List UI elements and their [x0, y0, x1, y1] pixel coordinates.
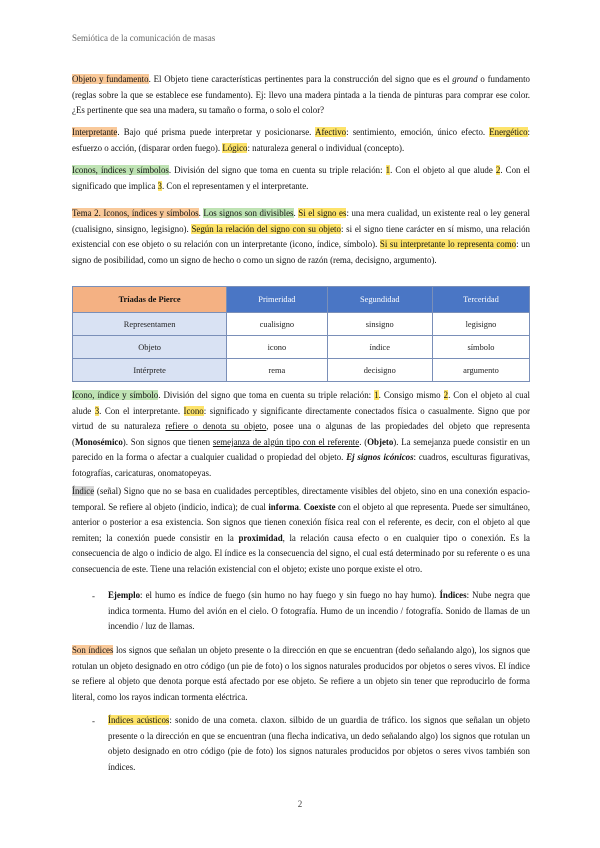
- highlight-term: Iconos, índices y símbolos: [72, 165, 169, 175]
- highlight-term: Interpretante: [72, 127, 118, 137]
- paragraph-icono: Icono, índice y símbolo. División del signo que toma en cuenta su triple relación: 1. Consigo mismo 2. Con el objeto al cual alude 3. Con el interpretante. Icono: significado y significante directamente conectados física o casualmente. Signo que por virtud de su naturaleza refiere o denota su objeto, posee una o algunas de las propiedades del objeto que representa (Monosémico). Son signos que tienen semejanza de algún tipo con el referente. (Objeto). La semejanza puede consistir en un parecido en la forma o afectar a cualquier cualidad o propiedad del objeto. Ej signos icónicos: cuadros, esculturas figurativas, fotografías, caricaturas, onomatopeyas.: [72, 390, 530, 478]
- table-cell: decisigno: [327, 359, 432, 382]
- table-cell: icono: [227, 336, 327, 359]
- bullet-marker: -: [92, 716, 95, 726]
- highlight-term: Tema 2. Iconos, índices y símbolos: [72, 208, 199, 218]
- table-cell: cualisigno: [227, 313, 327, 336]
- highlight-term: Según la relación del signo con su objeto: [191, 223, 341, 234]
- highlight-term: Si el signo es: [298, 208, 347, 218]
- table-cell: argumento: [432, 359, 529, 382]
- bullet-ejemplo: Ejemplo: el humo es índice de fuego (sin humo no hay fuego y sin fuego no hay humo). Índices: Nube negra que indica tormenta. Humo del avión en el cielo. O fotografía. Humo de un incendio / fotografía. Sonido de llamas de un incendio / luz de llamas.: [108, 590, 530, 632]
- paragraph-indice: Índice (señal) Signo que no se basa en cualidades perceptibles, directamente visibles del objeto, sino en una conexión espacio-temporal. Se refiere al objeto (indicio, indica); de cual informa. Coexiste con el objeto al que representa. Puede ser simultáneo, anterior o posterior a esa existencia. Son signos que tienen conexión física real con el referente, es decir, con el objeto al que remiten; la conexión puede consistir en la proximidad, la relación causa efecto o en cualquier tipo o conexión. Es la consecuencia de algo o indicio de algo. El índice es la consecuencia del signo, el cual está determinado por su referente o es una consecuencia de este. Tiene una relación existencial con el objeto; existe uno porque existe el otro.: [72, 486, 530, 574]
- table-cell: sinsigno: [327, 313, 432, 336]
- table-cell: rema: [227, 359, 327, 382]
- paragraph-interpretante: Interpretante. Bajo qué prisma puede interpretar y posicionarse. Afectivo: sentimiento, emoción, único efecto. Energético: esfuerzo o acción, (disparar orden fuego). Lógico: naturaleza general o individual (concepto).: [72, 127, 530, 153]
- table-cell: índice: [327, 336, 432, 359]
- highlight-term: Los signos son divisibles: [203, 208, 294, 218]
- table-row-header: Intérprete: [73, 359, 227, 382]
- table-header-cell: Primeridad: [227, 287, 327, 313]
- paragraph-son-indices: Son índices los signos que señalan un objeto presente o la dirección en que se encuentran (dedo señalando algo), los signos que rotulan un objeto designado en otro código (un pie de foto) o los signos naturales producidos por objetos o seres vivos. El índice se refiere al objeto que denota porque está afectado por ese objeto. Se refiere a un objeto sin tener que reproducirlo de forma literal, como los rayos indican tormenta eléctrica.: [72, 645, 530, 702]
- paragraph-objeto-fundamento: Objeto y fundamento. El Objeto tiene características pertinentes para la construcción del signo que es el ground o fundamento (reglas sobre la que se establece ese fundamento). Ej: llevo una madera pintada a la tienda de pinturas para comprar ese color. ¿Es pertinente que sea una madera, su tamaño o forma, o solo el color?: [72, 74, 530, 116]
- table-header-row: [73, 287, 530, 313]
- paragraph-tema-2: Tema 2. Iconos, índices y símbolos. Los signos son divisibles. Si el signo es: una mera cualidad, un existente real o ley general (cualisigno, sinsigno, legisigno). Según la relación del signo con su objeto: si el signo tiene carácter en sí mismo, una relación existencial con ese objeto o su relación con un interpretante (icono, índice, símbolo). Si su interpretante lo representa como: un signo de posibilidad, como un signo de hecho o como un signo de razón (rema, decisigno, argumento).: [72, 208, 531, 265]
- page-number: 2: [297, 799, 303, 809]
- highlight-term: Icono, índice y símbolo: [72, 390, 159, 400]
- highlight-term: Icono: [183, 405, 204, 416]
- triads-table: [72, 286, 530, 382]
- highlight-term: Son índices: [72, 645, 114, 655]
- table-header-cell: Tríadas de Pierce: [73, 287, 227, 313]
- bullet-indices-acusticos: Índices acústicos: sonido de una cometa. claxon. silbido de un guardia de tráfico. los signos que señalan un objeto presente o la dirección en que se encuentran (una flecha indicativa, un dedo señalando algo) los signos que rotulan un objeto designado en otro código (pie de foto) los signos naturales producidos por objetos o seres vivos también son índices.: [108, 715, 530, 772]
- highlight-term: Índice: [72, 486, 95, 496]
- table-row: [73, 313, 530, 336]
- highlight-term: Índices acústicos: [108, 715, 170, 725]
- table-header-cell: Terceridad: [432, 287, 529, 313]
- highlight-term: Afectivo: [315, 127, 347, 137]
- table-cell: símbolo: [432, 336, 529, 359]
- bullet-marker: -: [92, 591, 95, 601]
- table-header-cell: Segundidad: [327, 287, 432, 313]
- highlight-term: Si su interpretante lo representa como: [379, 239, 517, 250]
- highlight-term: Lógico: [222, 142, 248, 153]
- table-row-header: Objeto: [73, 336, 227, 359]
- table-row: [73, 336, 530, 359]
- highlight-term: Objeto y fundamento: [72, 74, 149, 84]
- page-header: Semiótica de la comunicación de masas: [72, 33, 216, 43]
- paragraph-iconos-indices: Iconos, índices y símbolos. División del signo que toma en cuenta su triple relación: 1. Con el objeto al que alude 2. Con el significado que implica 3. Con el representamen y el interpretante.: [72, 165, 530, 191]
- highlight-term: Energético: [489, 127, 528, 137]
- table-row: [73, 359, 530, 382]
- table-row-header: Representamen: [73, 313, 227, 336]
- table-cell: legisigno: [432, 313, 529, 336]
